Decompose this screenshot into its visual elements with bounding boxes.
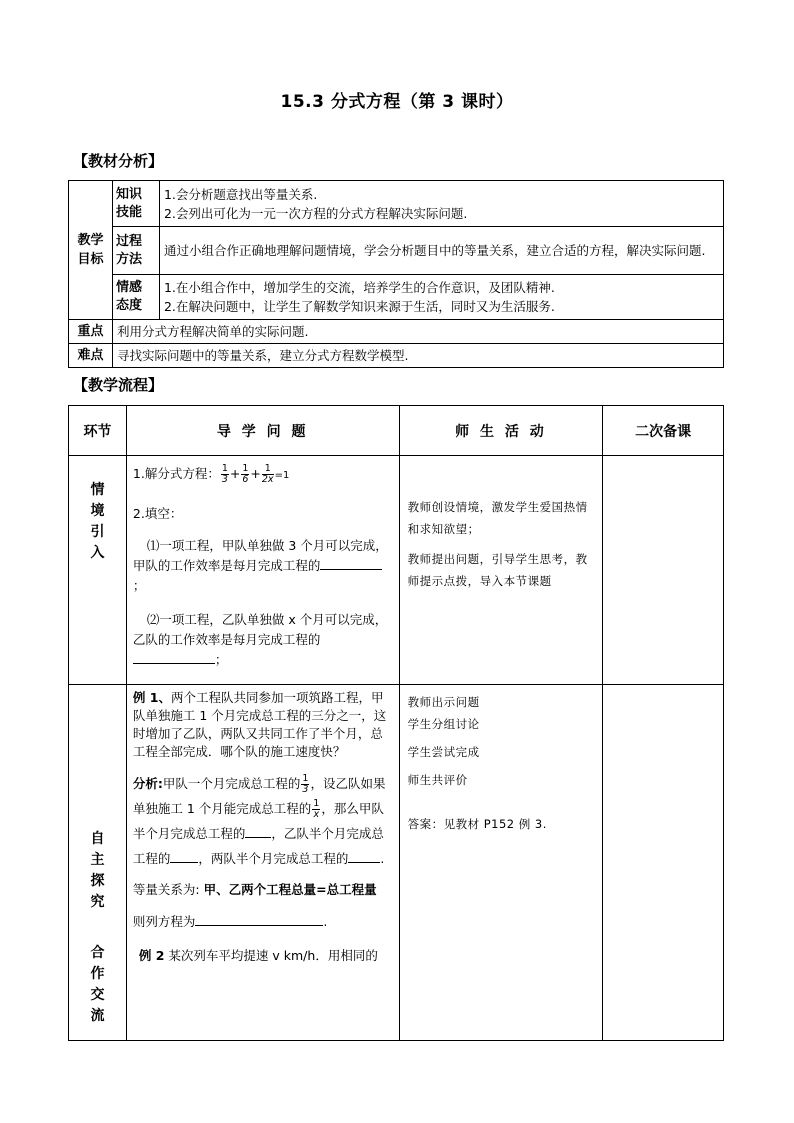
row-label-knowledge: 知识技能 xyxy=(112,181,159,227)
analysis-text: 分析:甲队一个月完成总工程的 $\frac{1}{3}$ ，设乙队如果单独施工 1 个月能完成总工程的 $\frac{1}{x}$ ，那么甲队半个月完成总工程的 ，乙队半个月完成总工程的 ，两队半个月完成总工程的 . xyxy=(132,773,386,866)
difficulty-label: 难点 xyxy=(69,344,113,368)
section-heading-flow: 【教学流程】 xyxy=(73,376,164,394)
row-content-knowledge: 1.会分析题意找出等量关系. 2.会列出可化为一元一次方程的分式方程解决实际问题. xyxy=(159,181,723,227)
example-1: 例 1、两个工程队共同参加一项筑路工程，甲队单独施工 1 个月完成总工程的三分之一，这时增加了乙队，两队又共同工作了半个月，总工程全部完成．哪个队的施工速度快？ xyxy=(132,690,387,759)
intro-questions xyxy=(126,456,399,685)
row-label-attitude: 情感态度 xyxy=(112,275,159,320)
analysis-table xyxy=(68,180,724,368)
stage-explore: 自主探究 合作交流 xyxy=(69,685,127,1041)
header-stage: 环节 xyxy=(69,406,127,456)
difficulty-text: 寻找实际问题中的等量关系，建立分式方程数学模型. xyxy=(112,344,723,368)
key-label: 重点 xyxy=(69,320,113,344)
stage-intro: 情境引入 xyxy=(69,456,127,685)
section-heading-analysis: 【教材分析】 xyxy=(73,152,164,170)
question-2a: ⑴一项工程，甲队单独做 3 个月可以完成，甲队的工作效率是每月完成工程的； xyxy=(132,538,388,593)
goal-label: 教学目标 xyxy=(69,181,113,320)
fraction-1-2x: $\frac{1}{2x}$ xyxy=(261,463,274,485)
row-content-process: 通过小组合作正确地理解问题情境，学会分析题目中的等量关系，建立合适的方程，解决实际问题. xyxy=(159,227,723,275)
explore-activities: 教师出示问题 学生分组讨论 学生尝试完成 师生共评价 答案：见教材 P152 例 3. xyxy=(399,685,603,1041)
intro-notes xyxy=(603,456,724,685)
key-text: 利用分式方程解决简单的实际问题. xyxy=(112,320,723,344)
fraction-1-x: $\frac{1}{x}$ xyxy=(313,798,320,820)
header-notes: 二次备课 xyxy=(603,406,724,456)
fraction-1-3: $\frac{1}{3}$ xyxy=(302,773,309,795)
example-2: 例 2 某次列车平均提速 v km/h．用相同的 xyxy=(138,948,378,963)
explore-notes xyxy=(603,685,724,1041)
fraction-1-6: $\frac{1}{6}$ xyxy=(242,463,249,485)
equality-relation: 等量关系为: 甲、乙两个工程总量=总工程量 xyxy=(132,882,377,897)
row-content-attitude: 1.在小组合作中，增加学生的交流，培养学生的合作意识，及团队精神. 2.在解决问题中，让学生了解数学知识来源于生活，同时又为生活服务. xyxy=(159,275,723,320)
question-1: 1.解分式方程： $\frac{1}{3}$ + $\frac{1}{6}$ + $\frac{1}{2x}$ =1 xyxy=(132,463,290,485)
header-activities: 师 生 活 动 xyxy=(399,406,603,456)
page-title: 15.3 分式方程（第 3 课时） xyxy=(280,92,514,112)
intro-activities: 教师创设情境，激发学生爱国热情和求知欲望； 教师提出问题，引导学生思考，教师提示点拨，导入本节课题 xyxy=(399,456,603,685)
header-questions: 导 学 问 题 xyxy=(126,406,399,456)
equation-prompt: 则列方程为 . xyxy=(132,914,328,929)
question-2b: ⑵一项工程，乙队单独做 x 个月可以完成，乙队的工作效率是每月完成工程的； xyxy=(132,612,388,667)
question-2: 2.填空： xyxy=(132,506,183,521)
explore-questions xyxy=(126,685,399,1041)
row-label-process: 过程方法 xyxy=(112,227,159,275)
fraction-1-3: $\frac{1}{3}$ xyxy=(221,463,228,485)
flow-table xyxy=(68,405,724,1041)
